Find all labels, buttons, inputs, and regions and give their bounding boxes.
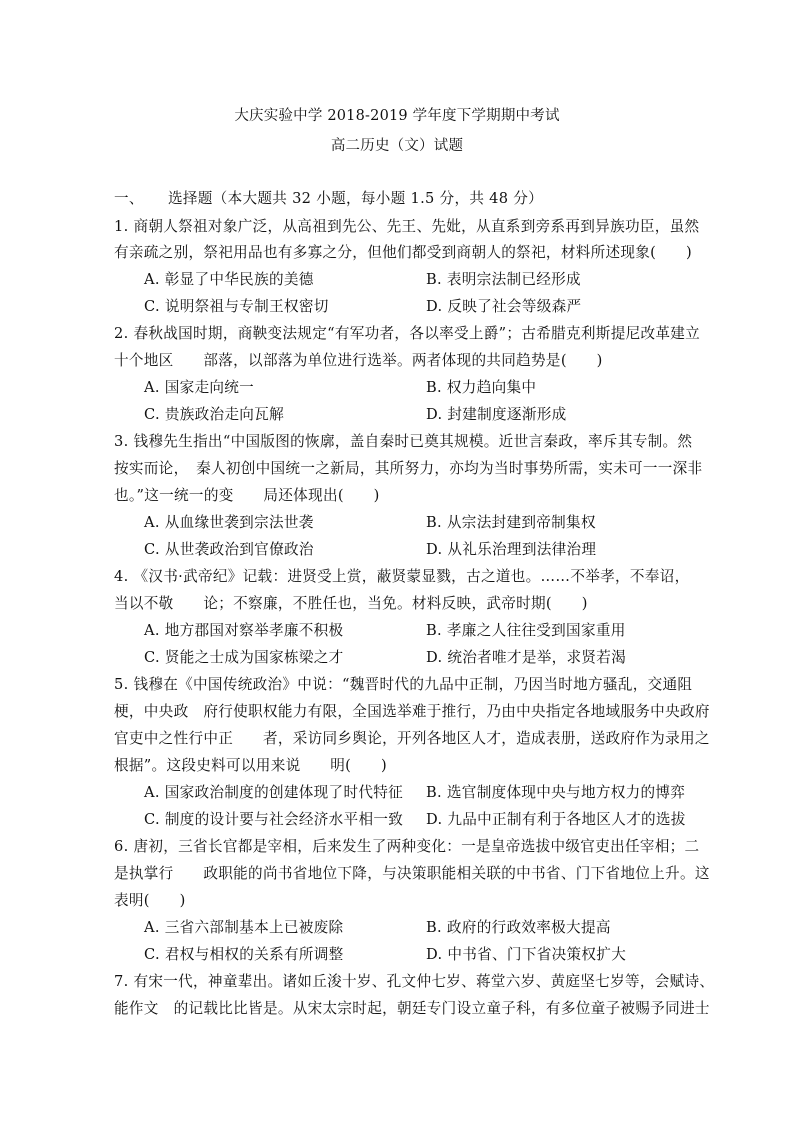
question-2-option-b[interactable]: B. 权力趋向集中 xyxy=(426,379,537,396)
question-6-line-1: 6. 唐初，三省长官都是宰相，后来发生了两种变化：一是皇帝选拔中级官吏出任宰相；二 xyxy=(114,838,700,855)
question-6-line-2: 是执掌行 政职能的尚书省地位下降，与决策职能相关联的中书省、门下省地位上升。这 xyxy=(114,865,710,882)
question-3-option-d[interactable]: D. 从礼乐治理到法律治理 xyxy=(426,541,597,558)
question-4-line-1: 4. 《汉书·武帝纪》记载：进贤受上赏，蔽贤蒙显戮，古之道也。……不举孝，不奉诏， xyxy=(114,568,690,585)
question-6-option-a[interactable]: A. 三省六部制基本上已被废除 xyxy=(144,919,344,936)
question-2-option-c[interactable]: C. 贵族政治走向瓦解 xyxy=(144,406,284,423)
question-3-line-3: 也。”这一统一的变 局还体现出( ) xyxy=(114,487,380,504)
question-6-line-3: 表明( ) xyxy=(114,892,186,909)
section-heading: 选择题（本大题共 32 小题，每小题 1.5 分，共 48 分） xyxy=(168,190,544,207)
subject-title: 高二历史（文）试题 xyxy=(330,138,464,154)
question-1-option-c[interactable]: C. 说明祭祖与专制王权密切 xyxy=(144,298,329,315)
question-5-option-c[interactable]: C. 制度的设计要与社会经济水平相一致 xyxy=(144,811,404,828)
question-1-option-b[interactable]: B. 表明宗法制已经形成 xyxy=(426,271,581,288)
section-label: 一、 xyxy=(114,190,144,207)
question-1-line-1: 1. 商朝人祭祖对象广泛，从高祖到先公、先王、先妣，从直系到旁系再到异族功臣，虽然 xyxy=(114,218,700,235)
question-5-line-3: 官吏中之性行中正 者，采访同乡舆论，开列各地区人才，造成表册，送政府作为录用之 xyxy=(114,730,710,747)
question-2-option-a[interactable]: A. 国家走向统一 xyxy=(144,379,255,396)
question-3-option-a[interactable]: A. 从血缘世袭到宗法世袭 xyxy=(144,514,314,531)
question-3-line-2: 按实而论， 秦人初创中国统一之新局，其所努力，亦均为当时事势所需，实未可一一深非 xyxy=(114,460,703,477)
question-1-line-2: 有亲疏之别，祭祀用品也有多寡之分，但他们都受到商朝人的祭祀，材料所述现象( ) xyxy=(114,244,692,261)
question-7-line-2: 能作文 的记载比比皆是。从宋太宗时起，朝廷专门设立童子科，有多位童子被赐予同进士 xyxy=(114,1000,710,1017)
question-3-option-c[interactable]: C. 从世袭政治到官僚政治 xyxy=(144,541,314,558)
question-5-option-b[interactable]: B. 选官制度体现中央与地方权力的博弈 xyxy=(426,784,686,801)
question-6-option-c[interactable]: C. 君权与相权的关系有所调整 xyxy=(144,946,344,963)
question-4-option-b[interactable]: B. 孝廉之人往往受到国家重用 xyxy=(426,622,626,639)
question-1-option-a[interactable]: A. 彰显了中华民族的美德 xyxy=(144,271,314,288)
question-3-line-1: 3. 钱穆先生指出“中国版图的恢廓，盖自秦时已奠其规模。近世言秦政，率斥其专制。然 xyxy=(114,433,693,450)
question-5-line-4: 根据”。这段史料可以用来说 明( ) xyxy=(114,757,387,774)
question-3-option-b[interactable]: B. 从宗法封建到帝制集权 xyxy=(426,514,596,531)
question-2-line-2: 十个地区 部落，以部落为单位进行选举。两者体现的共同趋势是( ) xyxy=(114,352,603,369)
school-title: 大庆实验中学 2018-2019 学年度下学期期中考试 xyxy=(234,108,560,124)
question-5-option-d[interactable]: D. 九品中正制有利于各地区人才的选拔 xyxy=(426,811,686,828)
question-5-option-a[interactable]: A. 国家政治制度的创建体现了时代特征 xyxy=(144,784,404,801)
question-6-option-d[interactable]: D. 中书省、门下省决策权扩大 xyxy=(426,946,627,963)
question-6-option-b[interactable]: B. 政府的行政效率极大提高 xyxy=(426,919,611,936)
question-4-option-a[interactable]: A. 地方郡国对察举孝廉不积极 xyxy=(144,622,344,639)
question-5-line-2: 梗，中央政 府行使职权能力有限，全国选举难于推行，乃由中央指定各地域服务中央政府 xyxy=(114,703,710,720)
question-4-option-d[interactable]: D. 统治者唯才是举，求贤若渴 xyxy=(426,649,627,666)
question-4-line-2: 当以不敬 论；不察廉，不胜任也，当免。材料反映，武帝时期( ) xyxy=(114,595,588,612)
question-4-option-c[interactable]: C. 贤能之士成为国家栋梁之才 xyxy=(144,649,344,666)
question-7-line-1: 7. 有宋一代，神童辈出。诸如丘浚十岁、孔文仲七岁、蒋堂六岁、黄庭坚七岁等，会赋诗、 xyxy=(114,973,715,990)
question-2-line-1: 2. 春秋战国时期，商鞅变法规定“有军功者，各以率受上爵”；古希腊克利斯提尼改革建立 xyxy=(114,325,701,342)
question-1-option-d[interactable]: D. 反映了社会等级森严 xyxy=(426,298,582,315)
question-5-line-1: 5. 钱穆在《中国传统政治》中说：“魏晋时代的九品中正制，乃因当时地方骚乱，交通阻 xyxy=(114,676,693,693)
question-2-option-d[interactable]: D. 封建制度逐渐形成 xyxy=(426,406,567,423)
